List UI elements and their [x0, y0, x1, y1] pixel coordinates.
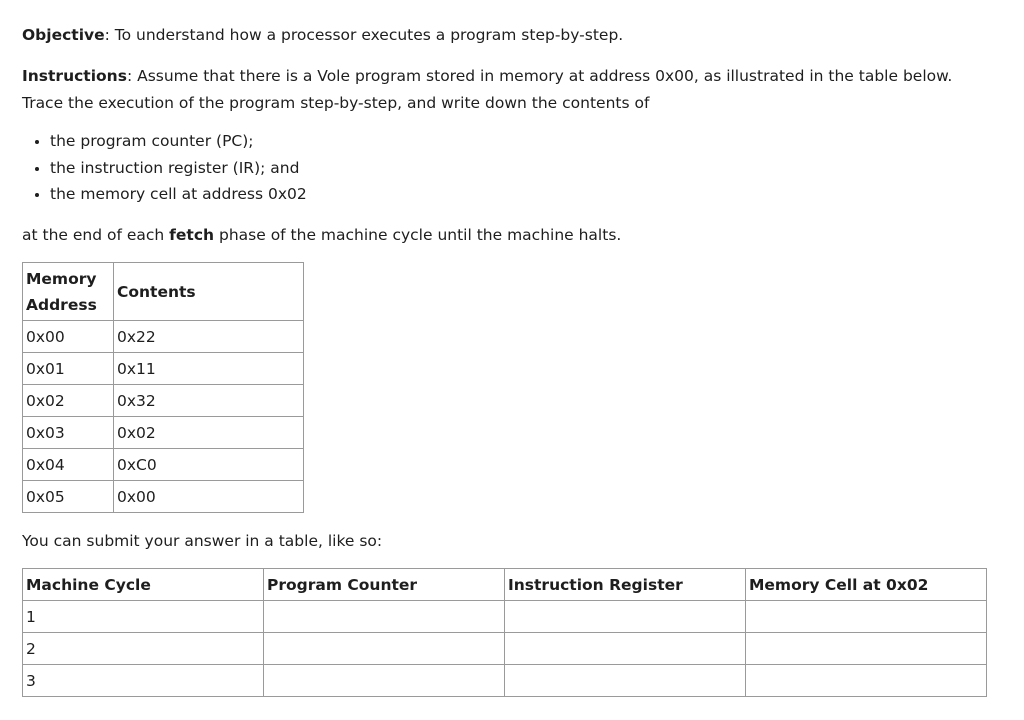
table-row: [23, 321, 304, 353]
table-row: [23, 353, 304, 385]
contents-cell: 0x02: [114, 417, 304, 449]
machine-cycle-header: Machine Cycle: [23, 569, 264, 601]
table-row: [23, 385, 304, 417]
fetch-paragraph: [22, 224, 621, 246]
table-row: [23, 449, 304, 481]
instruction-register-header: Instruction Register: [505, 569, 746, 601]
memory-address-header: Memory Address: [23, 263, 114, 321]
fetch-text-before: at the end of each: [22, 226, 170, 244]
table-row: [23, 481, 304, 513]
contents-cell: 0x32: [114, 385, 304, 417]
contents-cell: 0x22: [114, 321, 304, 353]
answer-table-header-row: [23, 569, 987, 601]
fetch-text-after: phase of the machine cycle until the machine halts.: [214, 226, 622, 244]
submit-instructions: You can submit your answer in a table, like so:: [22, 532, 383, 550]
memory-address-cell: 0x05: [23, 481, 114, 513]
bullet-item-memory-cell: the memory cell at address 0x02: [22, 181, 307, 208]
table-row: [23, 633, 987, 665]
memory-address-cell: 0x02: [23, 385, 114, 417]
instructions-text: : Assume that there is a Vole program stored in memory at address 0x00, as illustrated in the table below. Trace the execution of the program step-by-step, and write down the contents of: [22, 67, 953, 112]
memory-address-cell: 0x04: [23, 449, 114, 481]
instruction-register-cell: [505, 633, 746, 665]
fetch-bold-word: fetch: [169, 226, 215, 244]
table-row: [23, 417, 304, 449]
machine-cycle-cell: 2: [23, 633, 264, 665]
memory-cell-value: [746, 601, 987, 633]
memory-cell-value: [746, 665, 987, 697]
memory-address-cell: 0x03: [23, 417, 114, 449]
contents-cell: 0x11: [114, 353, 304, 385]
bullet-list: [22, 128, 307, 208]
answer-table: [22, 568, 987, 697]
objective-label: Objective: [22, 26, 105, 44]
program-counter-cell: [264, 665, 505, 697]
memory-table-header-row: [23, 263, 304, 321]
bullet-item-pc: the program counter (PC);: [22, 128, 307, 155]
memory-cell-header: Memory Cell at 0x02: [746, 569, 987, 601]
bullet-item-ir: the instruction register (IR); and: [22, 155, 307, 182]
program-counter-cell: [264, 601, 505, 633]
instructions-paragraph: [22, 63, 997, 117]
machine-cycle-cell: 1: [23, 601, 264, 633]
contents-cell: 0xC0: [114, 449, 304, 481]
memory-table: [22, 262, 304, 513]
table-row: [23, 601, 987, 633]
objective-paragraph: [22, 24, 623, 46]
memory-cell-value: [746, 633, 987, 665]
objective-text: : To understand how a processor executes a program step-by-step.: [104, 26, 624, 44]
memory-address-cell: 0x00: [23, 321, 114, 353]
program-counter-cell: [264, 633, 505, 665]
machine-cycle-cell: 3: [23, 665, 264, 697]
instructions-label: Instructions: [22, 67, 127, 85]
instruction-register-cell: [505, 665, 746, 697]
memory-address-cell: 0x01: [23, 353, 114, 385]
table-row: [23, 665, 987, 697]
instruction-register-cell: [505, 601, 746, 633]
program-counter-header: Program Counter: [264, 569, 505, 601]
contents-header: Contents: [114, 263, 304, 321]
contents-cell: 0x00: [114, 481, 304, 513]
